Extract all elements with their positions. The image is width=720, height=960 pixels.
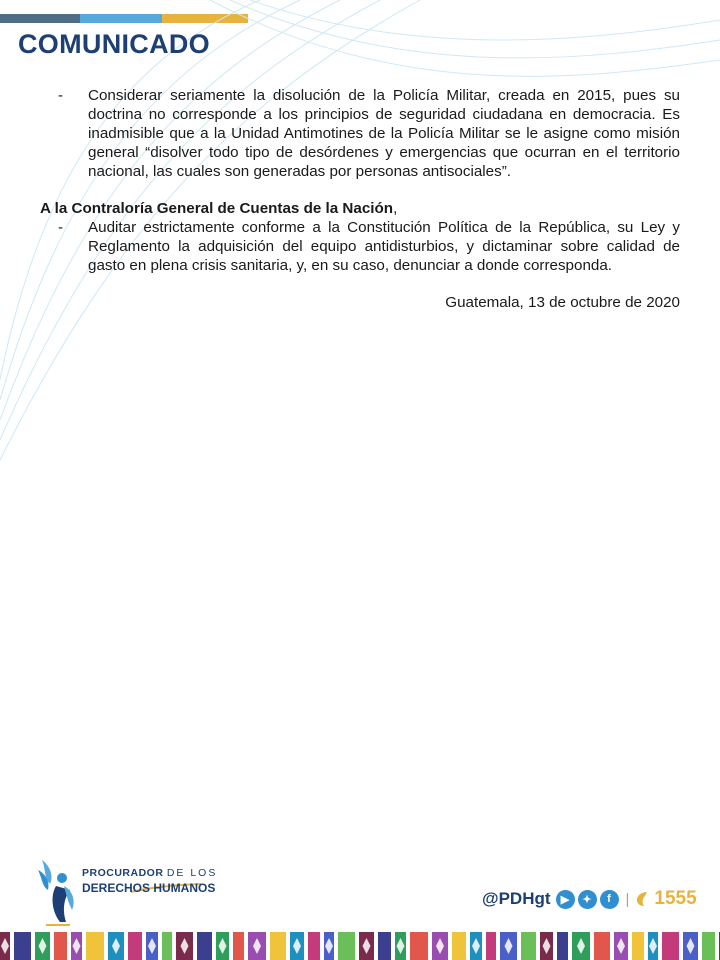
textile-stripe [557, 932, 568, 960]
list-item [40, 218, 680, 275]
textile-stripe [662, 932, 679, 960]
textile-stripe [270, 932, 286, 960]
phone-number-text: 1555 [654, 888, 697, 909]
pdh-logo [36, 856, 218, 936]
list-item [40, 86, 680, 181]
decorative-textile-border [0, 932, 720, 960]
textile-stripe [233, 932, 244, 960]
divider: | [625, 890, 630, 908]
list-dash: - [58, 219, 64, 236]
document-date: Guatemala, 13 de octubre de 2020 [445, 294, 680, 311]
document-body [40, 86, 680, 312]
footer [0, 848, 720, 960]
textile-stripe [594, 932, 610, 960]
logo-line-1-strong: PROCURADOR [82, 867, 164, 879]
textile-stripe [128, 932, 142, 960]
logo-line-1-rest: DE LOS [166, 867, 218, 879]
textile-stripe [702, 932, 715, 960]
social-links [482, 888, 697, 910]
phone-icon [636, 891, 652, 907]
header-bar-gold [162, 14, 248, 23]
textile-stripe [197, 932, 212, 960]
facebook-icon[interactable]: f [600, 890, 619, 909]
textile-stripe [452, 932, 466, 960]
textile-stripe [632, 932, 644, 960]
header-color-bar [0, 14, 248, 23]
textile-stripe [308, 932, 320, 960]
page-title: COMUNICADO [18, 29, 210, 59]
section-heading [40, 199, 680, 218]
textile-stripe [378, 932, 391, 960]
phone-number [636, 888, 696, 910]
textile-stripe [54, 932, 67, 960]
textile-stripe [86, 932, 104, 960]
header-bar-blue [80, 14, 162, 23]
list-item-text: Considerar seriamente la disolución de la Policía Militar, creada en 2015, pues su doctrina no corresponde a los principios de seguridad ciudadana en democracia. Es inadmisible que a la Unidad Antimotines de la Policía Militar se le asigne como misión general “disolver todo tipo de desórdenes y emergencias que ocurran en el territorio nacional, las cuales son generadas por personas antisociales”. [88, 87, 680, 180]
list-dash: - [58, 87, 64, 104]
list-item-text: Auditar estrictamente conforme a la Constitución Política de la República, su Ley y Reglamento la adquisición del equipo antidisturbios, y dictaminar sobre calidad de gasto en plena crisis sanitaria, y, en su caso, denunciar a donde corresponda. [88, 219, 680, 274]
logo-line-2: DERECHOS HUMANOS [82, 881, 216, 895]
textile-stripe [162, 932, 172, 960]
header-bar-gray [0, 14, 80, 23]
textile-stripe [521, 932, 536, 960]
social-handle: @PDHgt [482, 889, 551, 908]
textile-stripe [486, 932, 496, 960]
youtube-icon[interactable]: ▶ [556, 890, 575, 909]
section-heading-suffix: , [393, 200, 398, 217]
textile-stripe [338, 932, 355, 960]
logo-line-1 [82, 867, 217, 879]
textile-stripe [410, 932, 428, 960]
section-heading-text: A la Contraloría General de Cuentas de la Nación [40, 200, 394, 217]
twitter-icon[interactable]: ✦ [578, 890, 597, 909]
textile-stripe [14, 932, 31, 960]
logo-figure-icon [36, 856, 80, 928]
